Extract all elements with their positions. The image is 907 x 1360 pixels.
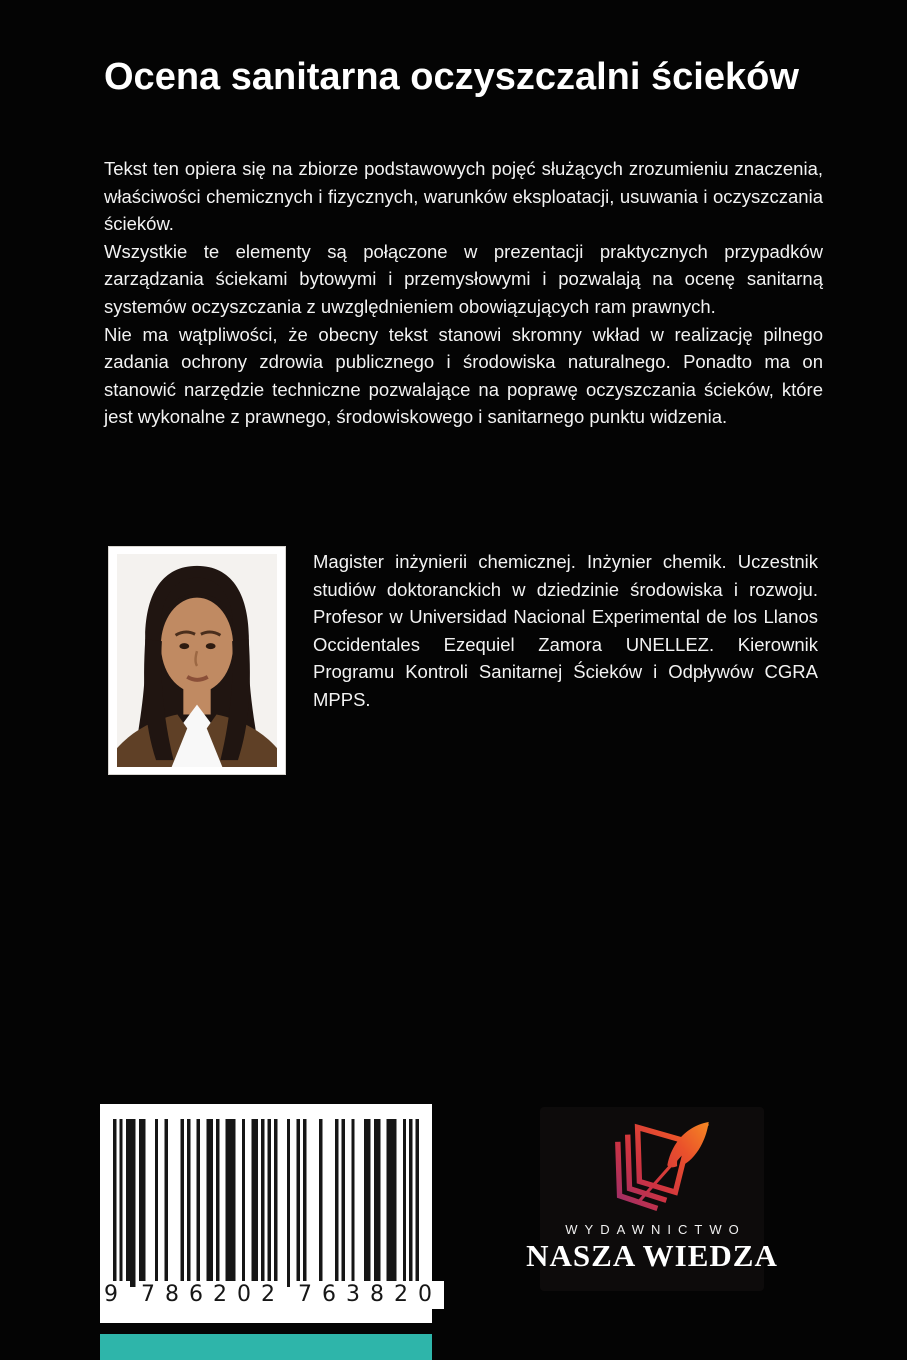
author-photo xyxy=(108,546,286,775)
synopsis-paragraph-1: Tekst ten opiera się na zbiorze podstawowych pojęć służących zrozumieniu znaczenia, właściwości chemicznych i fizycznych, warunków eksploatacji, usuwania i oczyszczania ścieków. xyxy=(104,158,823,235)
isbn-left-group: 786202 xyxy=(141,1282,285,1307)
accent-bar xyxy=(100,1334,432,1360)
publisher-type-label: WYDAWNICTWO xyxy=(565,1222,746,1237)
publisher-name: NASZA WIEDZA xyxy=(526,1238,778,1273)
isbn-right-group: 763820 xyxy=(297,1282,442,1307)
author-portrait-image xyxy=(117,554,277,767)
book-quill-icon xyxy=(577,1113,727,1221)
publisher-logo xyxy=(526,1107,778,1291)
barcode-box xyxy=(100,1104,442,1323)
author-bio: Magister inżynierii chemicznej. Inżynier chemik. Uczestnik studiów doktoranckich w dziedzinie środowiska i rozwoju. Profesor w Universidad Nacional Experimental de los Llanos Occidentales Ezequiel Zamora UNELLEZ. Kierownik Programu Kontroli Sanitarnej Ścieków i Odpływów CGRA MPPS. xyxy=(313,551,818,710)
synopsis xyxy=(104,155,823,431)
barcode-bars xyxy=(113,1119,419,1305)
isbn-digits xyxy=(100,1281,442,1309)
synopsis-paragraph-2: Wszystkie te elementy są połączone w prezentacji praktycznych przypadków zarządzania ściekami bytowymi i przemysłowymi i pozwalają na ocenę sanitarną systemów oczyszczania z uwzględnieniem obowiązujących ram prawnych. xyxy=(104,240,823,317)
synopsis-paragraph-3: Nie ma wątpliwości, że obecny tekst stanowi skromny wkład w realizację pilnego zadania ochrony zdrowia publicznego i środowiska naturalnego. Ponadto ma on stanowić narzędzie techniczne pozwalające na poprawę oczyszczania ścieków, które jest wykonalne z prawnego, środowiskowego i sanitarnego punktu widzenia. xyxy=(104,323,823,428)
book-title: Ocena sanitarna oczyszczalni ścieków xyxy=(104,56,799,98)
isbn-prefix-digit: 9 xyxy=(104,1282,128,1307)
